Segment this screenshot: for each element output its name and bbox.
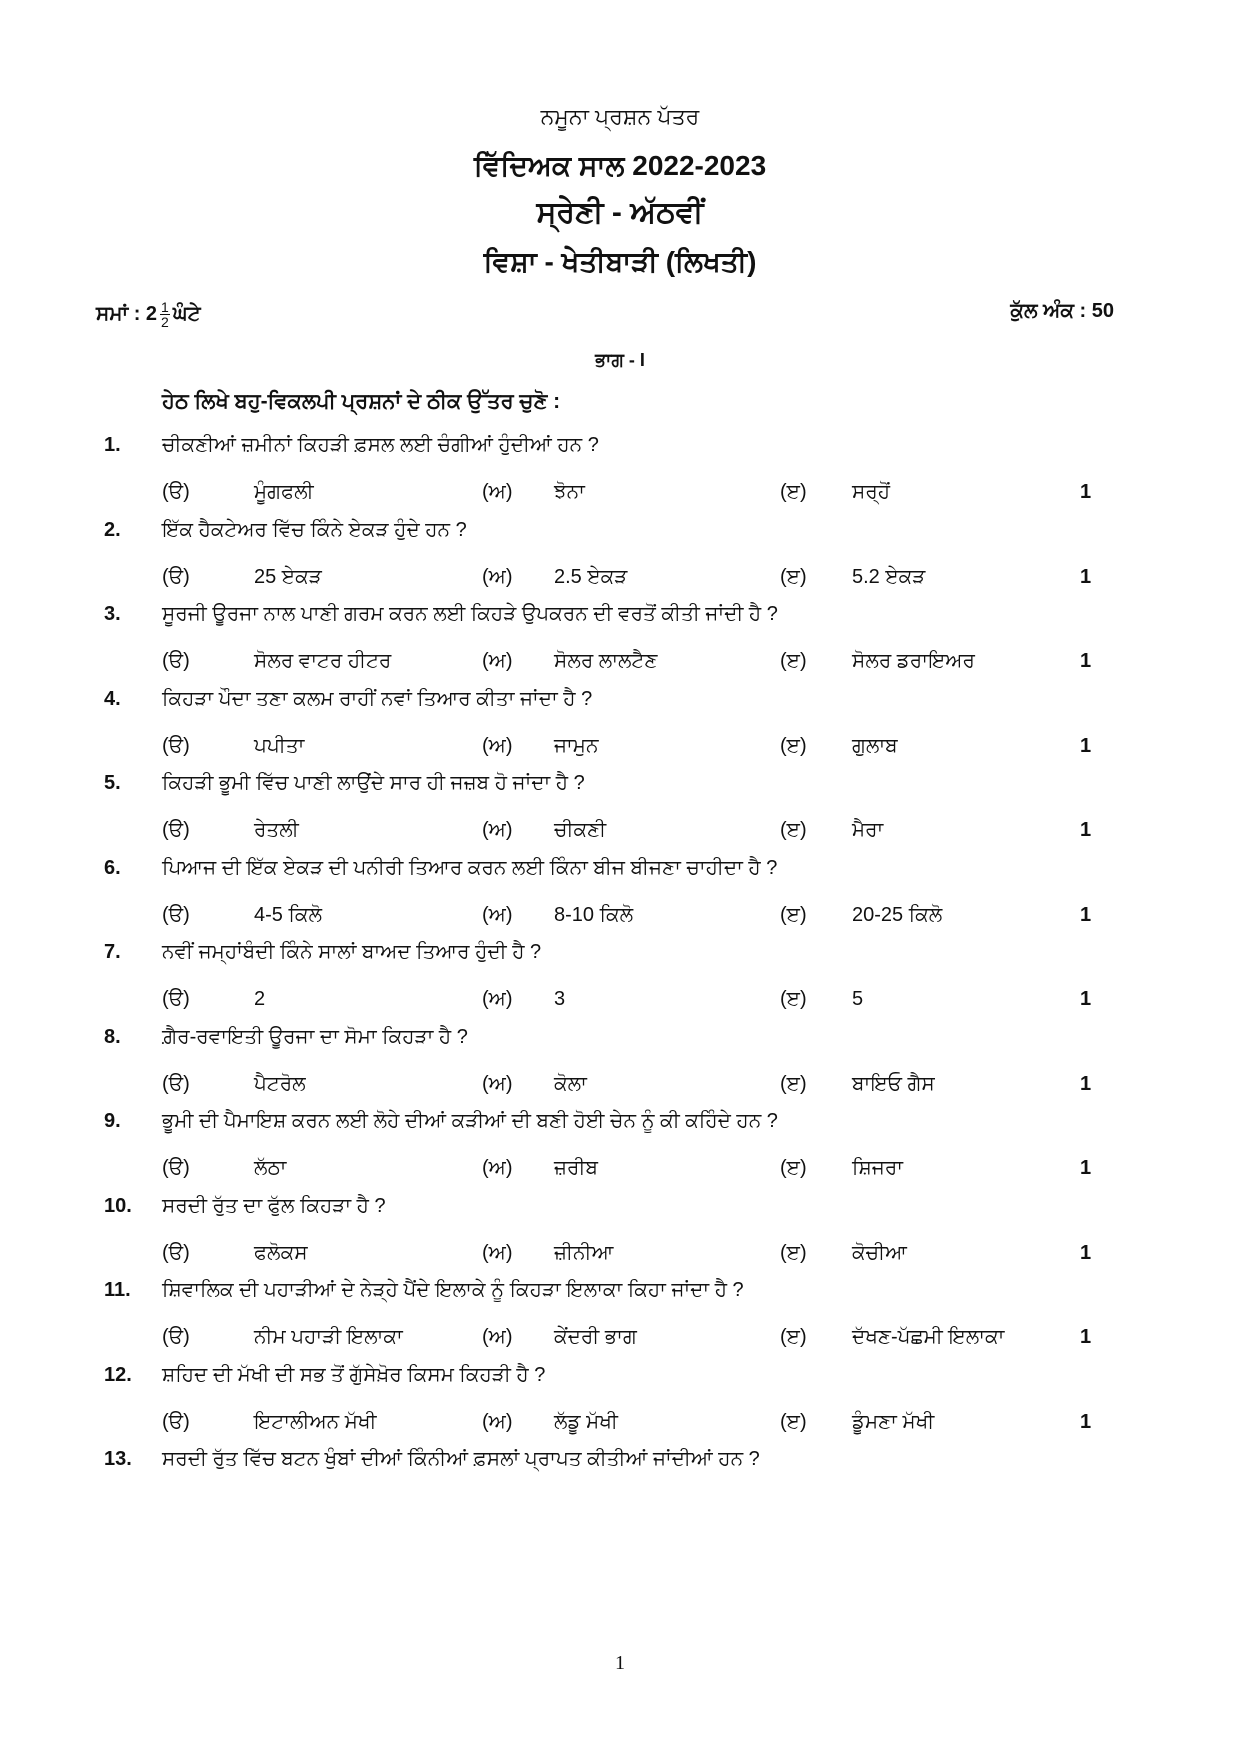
option-text: ਦੱਖਣ-ਪੱਛਮੀ ਇਲਾਕਾ <box>852 1326 1005 1348</box>
fraction-denominator: 2 <box>161 314 169 330</box>
option-label: (ੲ) <box>780 1157 807 1179</box>
option-text: ਕੋਲਾ <box>554 1072 587 1095</box>
option-text: ਸਰ੍ਹੋਂ <box>852 481 890 503</box>
option-label: (ਅ) <box>482 481 513 503</box>
option-text: ਗੁਲਾਬ <box>852 734 898 757</box>
option-text: ਫਲੋਕਸ <box>254 1241 308 1264</box>
question-item <box>0 1279 1240 1373</box>
question-number: 2. <box>104 518 121 541</box>
option-label: (ਅ) <box>482 903 513 926</box>
question-marks: 1 <box>1080 565 1092 588</box>
option-label: (ੲ) <box>780 734 807 757</box>
question-marks: 1 <box>1080 1241 1092 1264</box>
option-label: (ੲ) <box>780 481 807 503</box>
option-label: (ੳ) <box>162 1241 190 1264</box>
option-text: 25 ਏਕੜ <box>254 565 322 588</box>
option-text: ਸੋਲਰ ਲਾਲਟੈਣ <box>554 650 658 672</box>
option-label: (ਅ) <box>482 734 513 757</box>
option-label: (ੳ) <box>162 903 190 926</box>
option-text: ਜ਼ਰੀਬ <box>554 1157 598 1179</box>
question-marks: 1 <box>1080 1410 1092 1433</box>
option-text: ਇਟਾਲੀਅਨ ਮੱਖੀ <box>254 1410 377 1433</box>
question-text: ਕਿਹੜੀ ਭੂਮੀ ਵਿੱਚ ਪਾਣੀ ਲਾਉਂਦੇ ਸਾਰ ਹੀ ਜਜ਼ਬ ਹੋ ਜਾਂਦਾ ਹੈ ? <box>162 772 585 794</box>
question-item <box>0 434 1240 528</box>
question-item <box>0 1364 1240 1458</box>
option-text: ਮੈਰਾ <box>852 819 884 841</box>
question-item <box>0 1026 1240 1120</box>
option-text: ਚੀਕਣੀ <box>554 819 607 841</box>
option-text: ਸੋਲਰ ਡਰਾਇਅਰ <box>852 650 975 672</box>
question-number: 3. <box>104 603 121 625</box>
option-label: (ੲ) <box>780 903 807 926</box>
question-marks: 1 <box>1080 734 1092 757</box>
question-marks: 1 <box>1080 1326 1092 1348</box>
page-number: 1 <box>615 1652 625 1674</box>
question-marks: 1 <box>1080 819 1092 841</box>
option-label: (ੲ) <box>780 1072 807 1095</box>
question-text: ਸਰਦੀ ਰੁੱਤ ਦਾ ਫੁੱਲ ਕਿਹੜਾ ਹੈ ? <box>162 1194 386 1217</box>
option-label: (ੳ) <box>162 565 190 588</box>
option-text: ਝੋਨਾ <box>554 481 585 503</box>
question-text: ਗ਼ੈਰ-ਰਵਾਇਤੀ ਊਰਜਾ ਦਾ ਸੋਮਾ ਕਿਹੜਾ ਹੈ ? <box>162 1025 468 1048</box>
option-text: ਰੇਤਲੀ <box>254 819 299 841</box>
question-text: ਚੀਕਣੀਆਂ ਜ਼ਮੀਨਾਂ ਕਿਹੜੀ ਫ਼ਸਲ ਲਈ ਚੰਗੀਆਂ ਹੁੰਦੀਆਂ ਹਨ ? <box>162 434 599 456</box>
question-marks: 1 <box>1080 481 1092 503</box>
time-allowed <box>96 300 201 329</box>
question-item <box>0 772 1240 866</box>
question-text: ਇੱਕ ਹੈਕਟੇਅਰ ਵਿੱਚ ਕਿੰਨੇ ਏਕੜ ਹੁੰਦੇ ਹਨ ? <box>162 518 467 541</box>
option-label: (ੳ) <box>162 1410 190 1433</box>
option-text: ਪਪੀਤਾ <box>254 734 305 757</box>
option-label: (ੳ) <box>162 1072 190 1095</box>
question-item <box>0 1195 1240 1289</box>
option-label: (ੳ) <box>162 734 190 757</box>
option-text: ਪੈਟਰੋਲ <box>254 1072 306 1095</box>
option-label: (ੲ) <box>780 988 807 1010</box>
option-label: (ਅ) <box>482 565 513 588</box>
option-text: ਬਾਇਓ ਗੈਸ <box>852 1072 935 1095</box>
subject-title: ਵਿਸ਼ਾ - ਖੇਤੀਬਾੜੀ (ਲਿਖਤੀ) <box>483 246 757 277</box>
option-text: ਲੱਠਾ <box>254 1157 287 1179</box>
option-text: ਡੂੰਮਣਾ ਮੱਖੀ <box>852 1410 935 1433</box>
question-text: ਸੂਰਜੀ ਊਰਜਾ ਨਾਲ ਪਾਣੀ ਗਰਮ ਕਰਨ ਲਈ ਕਿਹੜੇ ਉਪਕਰਨ ਦੀ ਵਰਤੋਂ ਕੀਤੀ ਜਾਂਦੀ ਹੈ ? <box>162 603 778 625</box>
option-text: ਸੋਲਰ ਵਾਟਰ ਹੀਟਰ <box>254 650 392 672</box>
option-text: 20-25 ਕਿਲੋ <box>852 903 943 926</box>
paper-type: ਨਮੂਨਾ ਪ੍ਰਸ਼ਨ ਪੱਤਰ <box>540 104 700 129</box>
option-label: (ੲ) <box>780 1410 807 1433</box>
question-number: 11. <box>104 1279 131 1301</box>
option-text: ਸ਼ਿਜਰਾ <box>852 1157 903 1179</box>
total-marks: ਕੁੱਲ ਅੰਕ : 50 <box>1010 300 1114 322</box>
question-text: ਪਿਆਜ ਦੀ ਇੱਕ ਏਕੜ ਦੀ ਪਨੀਰੀ ਤਿਆਰ ਕਰਨ ਲਈ ਕਿੰਨਾ ਬੀਜ ਬੀਜਣਾ ਚਾਹੀਦਾ ਹੈ ? <box>162 856 778 879</box>
option-label: (ਅ) <box>482 988 513 1010</box>
option-label: (ਅ) <box>482 1410 513 1433</box>
question-item <box>0 688 1240 782</box>
option-label: (ੳ) <box>162 988 190 1010</box>
question-number: 7. <box>104 941 121 963</box>
question-text: ਭੂਮੀ ਦੀ ਪੈਮਾਇਸ਼ ਕਰਨ ਲਈ ਲੋਹੇ ਦੀਆਂ ਕੜੀਆਂ ਦੀ ਬਣੀ ਹੋਈ ਚੇਨ ਨੂੰ ਕੀ ਕਹਿੰਦੇ ਹਨ ? <box>162 1110 778 1132</box>
option-label: (ੳ) <box>162 650 190 672</box>
time-label: ਸਮਾਂ : 2 <box>96 302 158 325</box>
option-text: 5 <box>852 988 864 1010</box>
option-text: ਜਾਮੁਨ <box>554 734 599 757</box>
option-text: ਨੀਮ ਪਹਾੜੀ ਇਲਾਕਾ <box>254 1326 403 1348</box>
option-label: (ੲ) <box>780 1326 807 1348</box>
option-text: 5.2 ਏਕੜ <box>852 565 926 588</box>
question-number: 5. <box>104 772 121 794</box>
option-label: (ੲ) <box>780 819 807 841</box>
option-text: ਮੂੰਗਫਲੀ <box>254 481 314 503</box>
option-label: (ੳ) <box>162 481 190 503</box>
question-marks: 1 <box>1080 988 1092 1010</box>
question-item <box>0 1448 1240 1542</box>
time-unit: ਘੰਟੇ <box>172 302 201 325</box>
question-number: 4. <box>104 687 121 710</box>
time-fraction <box>160 300 170 329</box>
option-text: 2.5 ਏਕੜ <box>554 565 628 588</box>
fraction-numerator: 1 <box>161 299 169 315</box>
question-number: 9. <box>104 1110 121 1132</box>
option-text: ਕੋਚੀਆ <box>852 1241 907 1264</box>
option-label: (ੲ) <box>780 650 807 672</box>
option-text: 2 <box>254 988 266 1010</box>
question-item <box>0 1110 1240 1204</box>
part-heading: ਭਾਗ - I <box>595 350 645 370</box>
class-title: ਸ੍ਰੇਣੀ - ਅੱਠਵੀਂ <box>536 196 704 229</box>
question-item <box>0 519 1240 613</box>
question-marks: 1 <box>1080 1072 1092 1095</box>
option-label: (ੳ) <box>162 1157 190 1179</box>
option-text: 4-5 ਕਿਲੋ <box>254 903 323 926</box>
option-text: ਜ਼ੀਨੀਆ <box>554 1241 614 1264</box>
instruction: ਹੇਠ ਲਿਖੇ ਬਹੁ-ਵਿਕਲਪੀ ਪ੍ਰਸ਼ਨਾਂ ਦੇ ਠੀਕ ਉੱਤਰ ਚੁਣੋ : <box>162 390 561 413</box>
question-number: 12. <box>104 1363 132 1386</box>
option-label: (ਅ) <box>482 1072 513 1095</box>
option-label: (ਅ) <box>482 1326 513 1348</box>
question-text: ਸਰਦੀ ਰੁੱਤ ਵਿੱਚ ਬਟਨ ਖੁੰਬਾਂ ਦੀਆਂ ਕਿੰਨੀਆਂ ਫ਼ਸਲਾਂ ਪ੍ਰਾਪਤ ਕੀਤੀਆਂ ਜਾਂਦੀਆਂ ਹਨ ? <box>162 1448 760 1470</box>
question-number: 1. <box>104 434 121 456</box>
option-text: ਲੱਡੂ ਮੱਖੀ <box>554 1410 618 1433</box>
option-text: 3 <box>554 988 566 1010</box>
question-text: ਨਵੀਂ ਜਮ੍ਹਾਂਬੰਦੀ ਕਿੰਨੇ ਸਾਲਾਂ ਬਾਅਦ ਤਿਆਰ ਹੁੰਦੀ ਹੈ ? <box>162 941 542 963</box>
question-number: 13. <box>104 1448 132 1470</box>
option-label: (ਅ) <box>482 1157 513 1179</box>
question-item <box>0 603 1240 697</box>
question-text: ਸ਼ਹਿਦ ਦੀ ਮੱਖੀ ਦੀ ਸਭ ਤੋਂ ਗੁੱਸੇਖ਼ੋਰ ਕਿਸਮ ਕਿਹੜੀ ਹੈ ? <box>162 1363 546 1386</box>
question-text: ਕਿਹੜਾ ਪੌਦਾ ਤਣਾ ਕਲਮ ਰਾਹੀਂ ਨਵਾਂ ਤਿਆਰ ਕੀਤਾ ਜਾਂਦਾ ਹੈ ? <box>162 687 593 710</box>
option-label: (ੲ) <box>780 565 807 588</box>
option-label: (ੳ) <box>162 1326 190 1348</box>
question-item <box>0 857 1240 951</box>
question-marks: 1 <box>1080 650 1092 672</box>
option-label: (ਅ) <box>482 650 513 672</box>
option-label: (ੲ) <box>780 1241 807 1264</box>
question-marks: 1 <box>1080 1157 1092 1179</box>
option-text: ਕੇਂਦਰੀ ਭਾਗ <box>554 1326 637 1348</box>
question-number: 8. <box>104 1025 121 1048</box>
academic-year: ਵਿੱਦਿਅਕ ਸਾਲ 2022-2023 <box>473 150 767 181</box>
option-label: (ਅ) <box>482 819 513 841</box>
question-number: 6. <box>104 856 121 879</box>
question-text: ਸ਼ਿਵਾਲਿਕ ਦੀ ਪਹਾੜੀਆਂ ਦੇ ਨੇੜ੍ਹੇ ਪੈਂਦੇ ਇਲਾਕੇ ਨੂੰ ਕਿਹੜਾ ਇਲਾਕਾ ਕਿਹਾ ਜਾਂਦਾ ਹੈ ? <box>162 1279 744 1301</box>
option-label: (ਅ) <box>482 1241 513 1264</box>
question-marks: 1 <box>1080 903 1092 926</box>
option-label: (ੳ) <box>162 819 190 841</box>
question-number: 10. <box>104 1194 132 1217</box>
option-text: 8-10 ਕਿਲੋ <box>554 903 634 926</box>
question-item <box>0 941 1240 1035</box>
